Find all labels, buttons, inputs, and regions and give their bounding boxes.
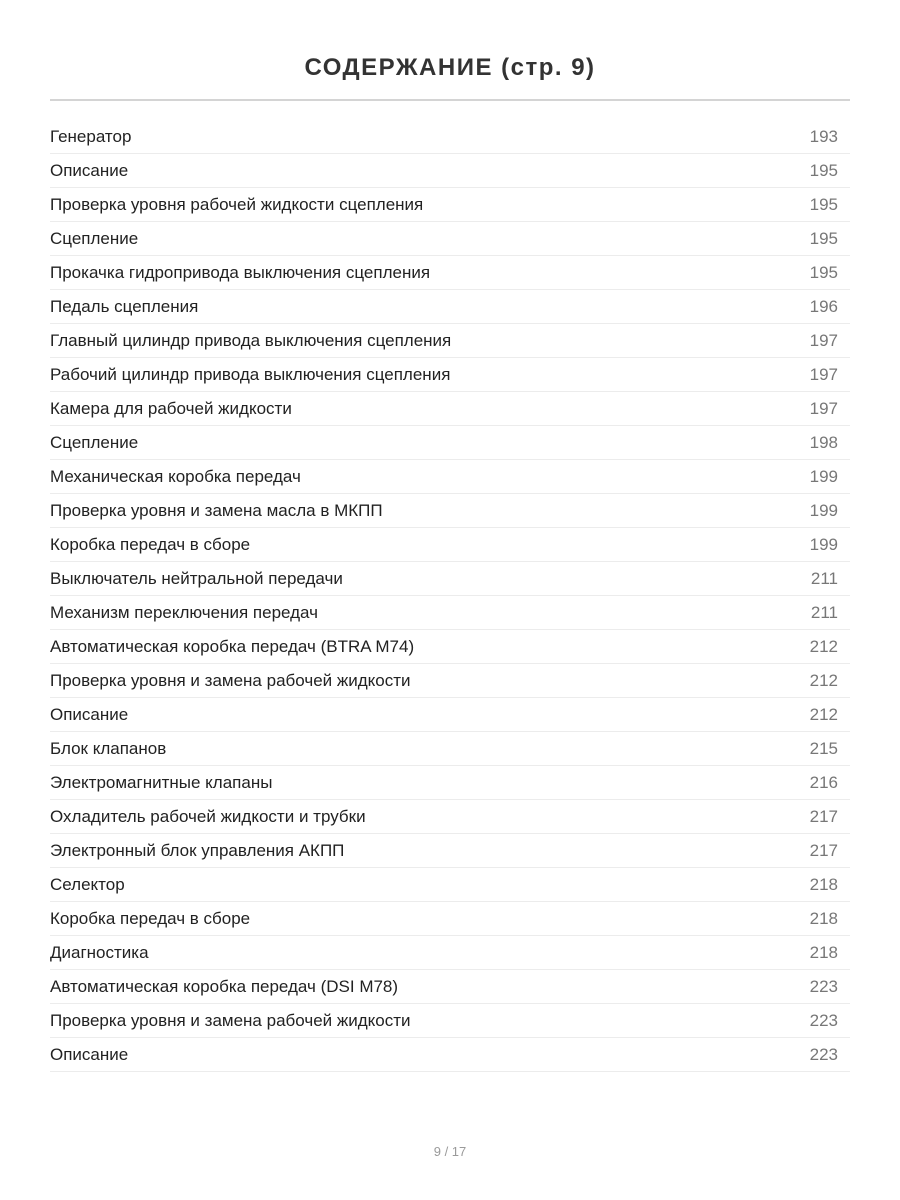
toc-entry-page-number: 223 [809,976,838,996]
toc-entry[interactable] [50,834,850,868]
toc-entry-label[interactable]: Проверка уровня и замена рабочей жидкости [50,1010,411,1030]
toc-entry-label[interactable]: Прокачка гидропривода выключения сцепления [50,262,431,282]
toc-entry[interactable] [50,766,850,800]
toc-entry[interactable] [50,222,850,256]
toc-entry-label[interactable]: Селектор [50,874,125,894]
toc-entry-label[interactable]: Рабочий цилиндр привода выключения сцепления [50,364,451,384]
toc-entry-label[interactable]: Коробка передач в сборе [50,534,251,554]
page-title: СОДЕРЖАНИЕ (стр. 9) [304,54,596,82]
toc-entry[interactable] [50,698,850,732]
toc-entry[interactable] [50,936,850,970]
toc-entry-label[interactable]: Описание [50,704,129,724]
toc-entry-label[interactable]: Блок клапанов [50,738,167,758]
toc-entry[interactable] [50,868,850,902]
toc-entry-page-number: 195 [809,160,838,180]
toc-entry[interactable] [50,970,850,1004]
toc-entry[interactable] [50,1004,850,1038]
toc-entry-label[interactable]: Диагностика [50,942,149,962]
toc-entry[interactable] [50,562,850,596]
toc-entry-label[interactable]: Охладитель рабочей жидкости и трубки [50,806,366,826]
toc-entry-page-number: 212 [809,704,838,724]
toc-entry[interactable] [50,290,850,324]
toc-entry-page-number: 211 [810,568,838,588]
toc-entry-page-number: 197 [809,364,838,384]
toc-entry-label[interactable]: Педаль сцепления [50,296,199,316]
toc-entry-page-number: 218 [809,942,838,962]
toc-entry[interactable] [50,426,850,460]
toc-entry[interactable] [50,256,850,290]
toc-entry-page-number: 218 [809,908,838,928]
toc-entry[interactable] [50,392,850,426]
toc-entry-page-number: 195 [809,228,838,248]
toc-entry-page-number: 199 [809,534,838,554]
toc-entry-page-number: 212 [809,670,838,690]
toc-entry[interactable] [50,732,850,766]
toc-entry-page-number: 223 [809,1010,838,1030]
toc-entry-page-number: 195 [809,194,838,214]
toc-entry-page-number: 217 [809,806,838,826]
toc-entry[interactable] [50,902,850,936]
toc-entry-label[interactable]: Камера для рабочей жидкости [50,398,292,418]
toc-entry-label[interactable]: Автоматическая коробка передач (BTRA M74) [50,636,415,656]
toc-entry-page-number: 197 [809,330,838,350]
toc-entry-label[interactable]: Механическая коробка передач [50,466,301,486]
toc-entry[interactable] [50,324,850,358]
toc-entry-page-number: 198 [809,432,838,452]
toc-entry-page-number: 199 [809,466,838,486]
toc-list [50,120,850,1072]
toc-entry-page-number: 199 [809,500,838,520]
toc-entry-label[interactable]: Описание [50,160,129,180]
toc-entry-label[interactable]: Коробка передач в сборе [50,908,251,928]
toc-entry[interactable] [50,188,850,222]
page-indicator: 9 / 17 [433,1144,467,1159]
toc-entry-label[interactable]: Сцепление [50,432,139,452]
toc-entry-page-number: 216 [809,772,838,792]
toc-entry-label[interactable]: Генератор [50,126,132,146]
toc-entry-page-number: 193 [809,126,838,146]
toc-entry-label[interactable]: Проверка уровня и замена масла в МКПП [50,500,383,520]
toc-entry-page-number: 211 [810,602,838,622]
toc-entry[interactable] [50,528,850,562]
toc-entry[interactable] [50,494,850,528]
toc-entry[interactable] [50,800,850,834]
title-divider [50,99,850,101]
toc-entry-label[interactable]: Электромагнитные клапаны [50,772,273,792]
toc-entry[interactable] [50,596,850,630]
toc-entry-label[interactable]: Электронный блок управления АКПП [50,840,345,860]
toc-entry-label[interactable]: Главный цилиндр привода выключения сцепления [50,330,452,350]
toc-entry-page-number: 212 [809,636,838,656]
toc-entry-label[interactable]: Автоматическая коробка передач (DSI M78) [50,976,399,996]
toc-entry[interactable] [50,120,850,154]
toc-entry-page-number: 215 [809,738,838,758]
toc-entry-page-number: 195 [809,262,838,282]
toc-entry[interactable] [50,154,850,188]
toc-entry[interactable] [50,1038,850,1072]
toc-entry[interactable] [50,664,850,698]
toc-entry[interactable] [50,460,850,494]
toc-entry-label[interactable]: Сцепление [50,228,139,248]
toc-entry[interactable] [50,630,850,664]
toc-entry-label[interactable]: Проверка уровня рабочей жидкости сцепления [50,194,424,214]
toc-entry-page-number: 217 [809,840,838,860]
toc-entry[interactable] [50,358,850,392]
toc-entry-page-number: 218 [809,874,838,894]
toc-entry-page-number: 197 [809,398,838,418]
toc-entry-label[interactable]: Механизм переключения передач [50,602,318,622]
toc-entry-page-number: 196 [809,296,838,316]
toc-entry-label[interactable]: Выключатель нейтральной передачи [50,568,343,588]
toc-entry-label[interactable]: Проверка уровня и замена рабочей жидкости [50,670,411,690]
toc-entry-label[interactable]: Описание [50,1044,129,1064]
toc-entry-page-number: 223 [809,1044,838,1064]
